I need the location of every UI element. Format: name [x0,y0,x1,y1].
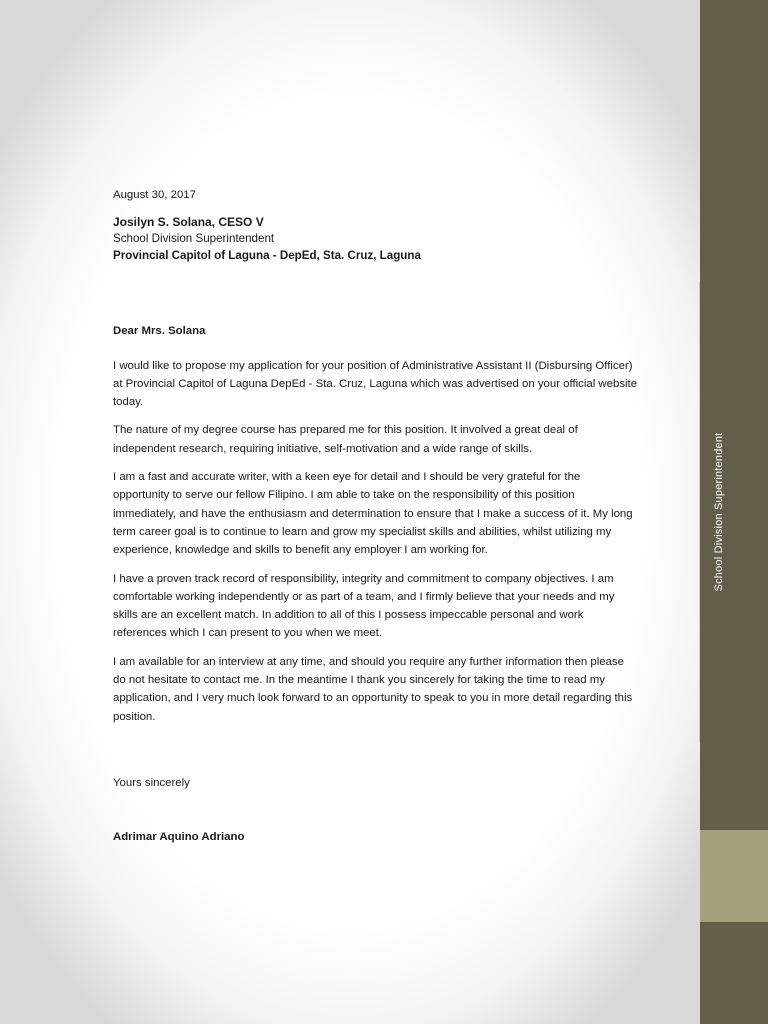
sidebar-vertical-title: School Division Superintendent [713,432,725,592]
body-paragraph: I have a proven track record of responsibility, integrity and commitment to company objectives. I am comfortable working independently or as part of a team, and I firmly believe that your needs and my skills are an excellent match. In addition to all of this I possess impeccable personal and work references which I can present to you when we meet. [113,572,615,640]
sidebar-dark-band [700,0,768,830]
body-paragraph: I would like to propose my application for your position of Administrative Assistant II (Disbursing Officer) at Provincial Capitol of Laguna DepEd - Sta. Cruz, Laguna which was advertised on your official website today. [113,359,638,409]
closing: Yours sincerely [113,776,190,789]
sidebar-bottom-band [700,922,768,1024]
body-paragraph: I am a fast and accurate writer, with a keen eye for detail and I should be very grateful for the opportunity to serve our fellow Filipino. I am able to take on the responsibility of this position immediately, and have the enthusiasm and determination to ensure that I make a success of it. My long term career goal is to continue to learn and grow my specialist skills and abilities, whilst utilizing my experience, knowledge and skills to benefit any employer I am working for. [113,471,633,557]
salutation: Dear Mrs. Solana [113,325,206,338]
body-paragraph: I am available for an interview at any time, and should you require any further information then please do not hesitate to contact me. In the meantime I thank you sincerely for taking the time to read my application, and I very much look forward to an opportunity to speak to you in more detail regarding this position. [113,655,633,723]
letter-date: August 30, 2017 [113,189,196,201]
cover-letter [113,186,638,847]
recipient-title: School Division Superintendent [113,232,275,246]
recipient-name: Josilyn S. Solana, CESO V [113,215,264,230]
body-paragraph: The nature of my degree course has prepared me for this position. It involved a great deal of independent research, requiring initiative, self-motivation and a wide range of skills. [113,424,578,455]
recipient-address: Provincial Capitol of Laguna - DepEd, Sta. Cruz, Laguna [113,249,421,263]
sidebar-accent-band [700,830,768,922]
signature-name: Adrimar Aquino Adriano [113,831,245,844]
